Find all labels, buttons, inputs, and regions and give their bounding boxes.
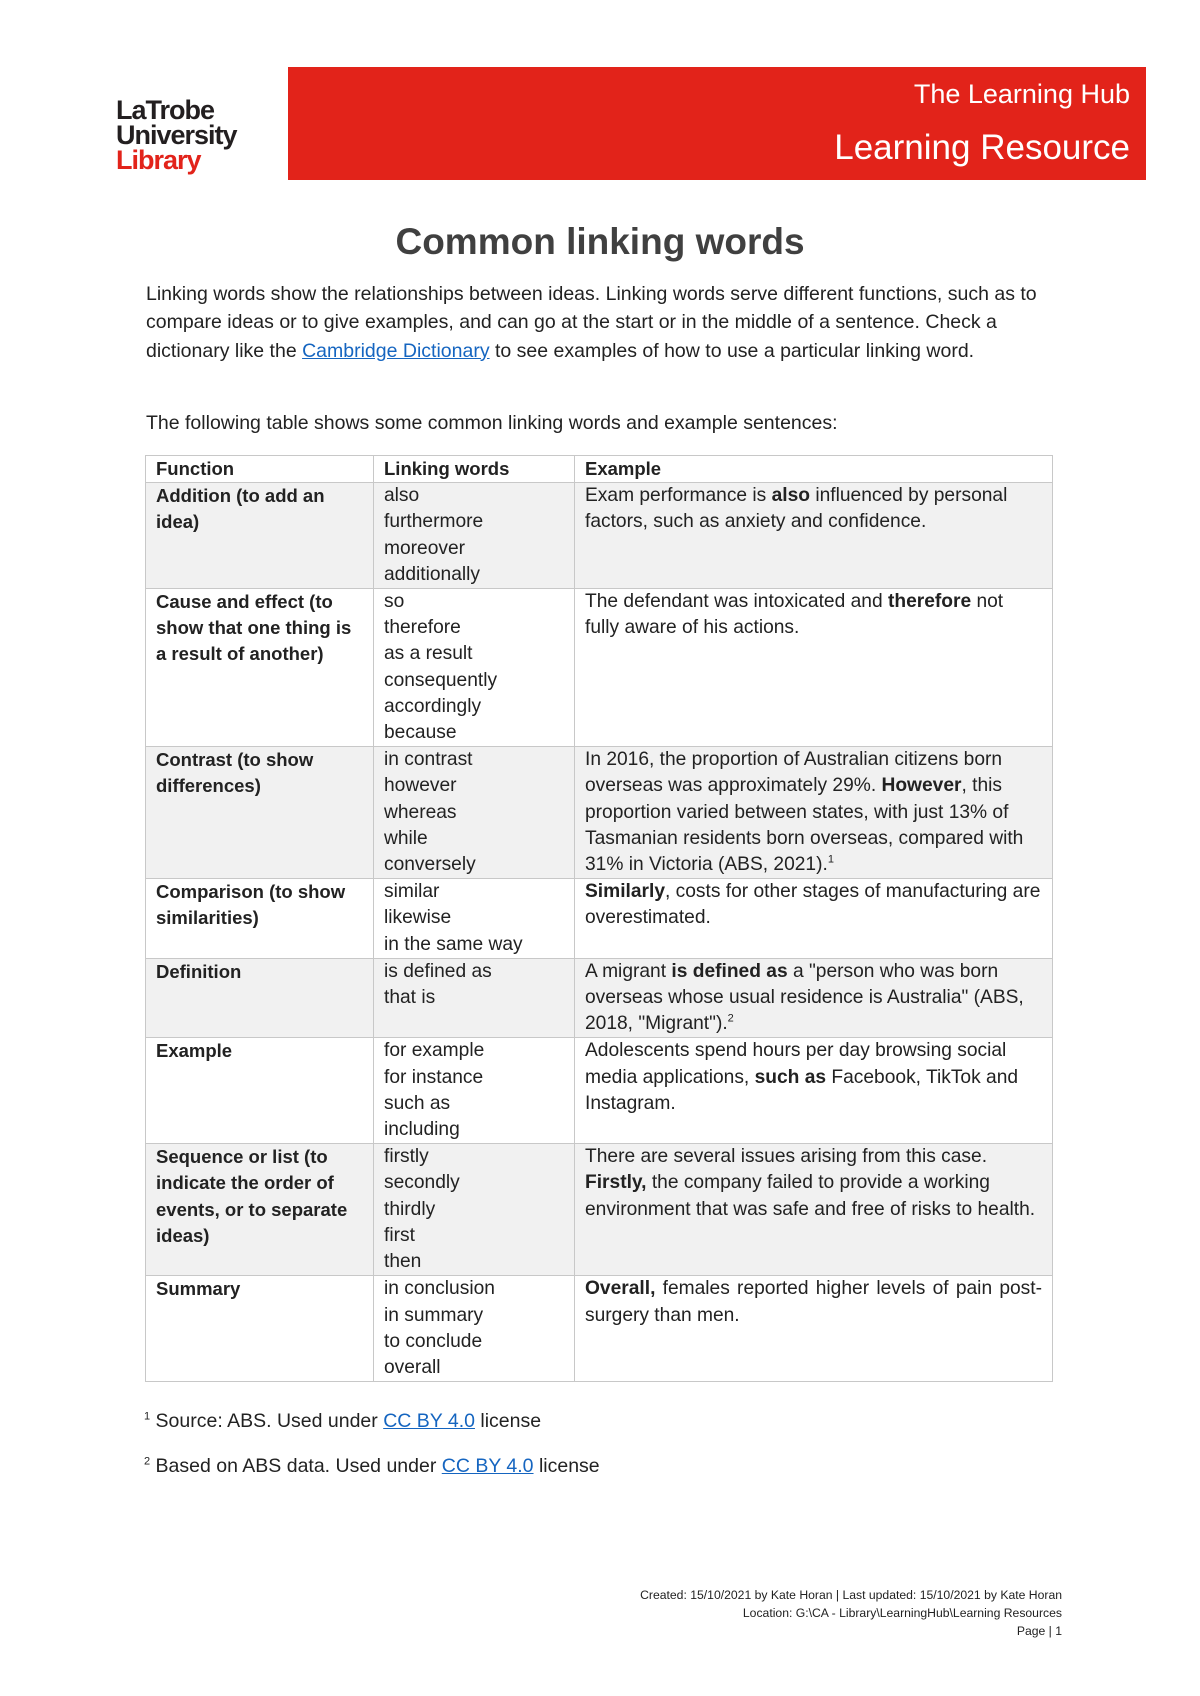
linking-words-cell (374, 1144, 575, 1276)
linking-word: accordingly (384, 695, 482, 717)
linking-word: in the same way (384, 933, 523, 955)
example-linking-word: also (771, 485, 811, 507)
intro-text-start: Linking words show the relationships between ideas. Linking words serve different functions, such as to compare ideas or to give examples, and can go at the start or in the middle of a sentence. Check a dictionary like the (146, 283, 1037, 362)
banner-learning-hub: The Learning Hub (913, 79, 1130, 109)
logo-line-university: University (116, 120, 237, 150)
example-linking-word: therefore (887, 591, 972, 613)
table-row-example (146, 1038, 1053, 1144)
footnote-text: license (474, 1410, 542, 1432)
header-example: Example (575, 456, 1053, 483)
linking-words-cell (374, 483, 575, 589)
linking-words-cell (374, 958, 575, 1038)
example-text: influenced by personal factors, such as anxiety and confidence. (585, 485, 1008, 533)
intro-text-end: to see examples of how to use a particular linking word. (489, 339, 975, 362)
linking-word: thirdly (384, 1198, 436, 1220)
example-cell (575, 483, 1053, 589)
linking-word: in conclusion (384, 1278, 495, 1300)
function-cell: Definition (146, 958, 374, 1038)
example-text: Exam performance is (585, 485, 772, 507)
linking-word: first (384, 1224, 415, 1246)
example-cell (575, 1144, 1053, 1276)
linking-words-cell (374, 747, 575, 879)
function-cell: Cause and effect (to show that one thing is a result of another) (146, 589, 374, 747)
example-text: females reported higher levels of pain post-surgery than men. (585, 1278, 1042, 1326)
linking-word: for example (384, 1040, 485, 1062)
example-linking-word: Overall, (585, 1278, 656, 1300)
linking-word: also (384, 485, 420, 507)
footnote-marker: 2 (727, 1012, 734, 1025)
function-cell: Addition (to add an idea) (146, 483, 374, 589)
example-text: the company failed to provide a working environment that was safe and free of risks to health. (585, 1172, 1036, 1220)
linking-words-table (145, 455, 1053, 1382)
example-linking-word: Similarly (585, 881, 665, 903)
example-text: In 2016, the proportion of Australian citizens born overseas was approximately 29%. (585, 749, 1003, 797)
table-row-definition (146, 958, 1053, 1038)
linking-word: to conclude (384, 1330, 483, 1352)
footer-location: Location: G:\CA - Library\LearningHub\Learning Resources (742, 1606, 1062, 1620)
table-row-comparison (146, 879, 1053, 959)
linking-word: furthermore (384, 511, 484, 533)
table-lead-paragraph: The following table shows some common linking words and example sentences: (146, 412, 838, 434)
linking-word: in contrast (384, 749, 473, 771)
example-cell (575, 589, 1053, 747)
linking-word: as a result (384, 643, 473, 665)
footnote-number: 1 (144, 1410, 151, 1423)
example-text: , costs for other stages of manufacturing are overestimated. (585, 881, 1041, 929)
linking-word: for instance (384, 1066, 484, 1088)
example-cell (575, 1276, 1053, 1382)
function-cell: Example (146, 1038, 374, 1144)
example-linking-word: Firstly, (585, 1172, 647, 1194)
example-text: Adolescents spend hours per day browsing social media applications, (585, 1040, 1007, 1088)
footer-created: Created: 15/10/2021 by Kate Horan | Last updated: 15/10/2021 by Kate Horan (640, 1588, 1062, 1602)
linking-words-cell (374, 1276, 575, 1382)
linking-word: whereas (384, 801, 457, 823)
function-cell: Sequence or list (to indicate the order of events, or to separate ideas) (146, 1144, 374, 1276)
linking-word: secondly (384, 1172, 460, 1194)
function-cell: Contrast (to show differences) (146, 747, 374, 879)
function-cell: Comparison (to show similarities) (146, 879, 374, 959)
linking-word: conversely (384, 854, 476, 876)
latrobe-library-logo (116, 95, 266, 175)
linking-word: including (384, 1119, 460, 1141)
header-linking-words: Linking words (374, 456, 575, 483)
banner-learning-resource: Learning Resource (834, 128, 1130, 167)
table-row-addition (146, 483, 1053, 589)
footnote-2 (144, 1453, 600, 1479)
footnote-text: license (533, 1455, 600, 1477)
linking-word: likewise (384, 907, 452, 929)
header-banner (288, 67, 1146, 180)
page-footer (640, 1586, 1062, 1640)
table-row-cause-and-effect (146, 589, 1053, 747)
linking-word: therefore (384, 617, 461, 639)
footnote-text: Source: ABS. Used under (150, 1410, 384, 1432)
table-row-sequence (146, 1144, 1053, 1276)
example-text: The defendant was intoxicated and (585, 591, 888, 613)
linking-word: such as (384, 1092, 451, 1114)
table-row-summary (146, 1276, 1053, 1382)
example-cell (575, 747, 1053, 879)
footnote-number: 2 (144, 1455, 151, 1468)
example-text: Facebook, TikTok and Instagram. (585, 1066, 1019, 1114)
function-cell: Summary (146, 1276, 374, 1382)
linking-word: while (384, 827, 428, 849)
linking-words-cell (374, 879, 575, 959)
example-linking-word: However (881, 775, 962, 797)
linking-word: because (384, 722, 457, 744)
logo-line-latrobe: LaTrobe (116, 95, 215, 125)
example-text: A migrant (585, 960, 672, 982)
example-cell (575, 1038, 1053, 1144)
cambridge-dictionary-link[interactable]: Cambridge Dictionary (302, 339, 490, 362)
linking-word: moreover (384, 537, 466, 559)
example-text: a "person who was born overseas whose usual residence is Australia" (ABS, 2018, "Migrant"). (585, 960, 1024, 1035)
linking-word: additionally (384, 563, 481, 585)
linking-word: however (384, 775, 457, 797)
linking-word: so (384, 591, 405, 613)
cc-by-license-link[interactable]: CC BY 4.0 (441, 1455, 534, 1477)
logo-line-library: Library (116, 145, 201, 175)
linking-word: overall (384, 1356, 441, 1378)
example-cell (575, 958, 1053, 1038)
linking-words-cell (374, 589, 575, 747)
example-linking-word: is defined as (671, 960, 788, 982)
linking-word: consequently (384, 669, 498, 691)
linking-words-cell (374, 1038, 575, 1144)
linking-word: that is (384, 987, 436, 1009)
linking-word: firstly (384, 1146, 429, 1168)
example-linking-word: such as (754, 1066, 827, 1088)
example-cell (575, 879, 1053, 959)
linking-word: in summary (384, 1304, 484, 1326)
footer-page-number: Page | 1 (1016, 1624, 1062, 1638)
intro-paragraph (146, 280, 1066, 365)
header-function: Function (146, 456, 374, 483)
example-text: not fully aware of his actions. (585, 591, 1004, 639)
cc-by-license-link[interactable]: CC BY 4.0 (383, 1410, 475, 1432)
footnote-marker: 1 (827, 853, 834, 866)
table-row-contrast (146, 747, 1053, 879)
footnote-text: Based on ABS data. Used under (150, 1455, 442, 1477)
example-text: There are several issues arising from this case. (585, 1146, 988, 1168)
example-text: , this proportion varied between states, with just 13% of Tasmanian residents born overseas, compared with 31% in Victoria (ABS, 2021). (585, 775, 1024, 876)
linking-word: then (384, 1251, 422, 1273)
table-header-row (146, 456, 1053, 483)
linking-word: is defined as (384, 960, 492, 982)
footnote-1 (144, 1408, 541, 1434)
page-title: Common linking words (395, 221, 805, 262)
linking-word: similar (384, 881, 440, 903)
